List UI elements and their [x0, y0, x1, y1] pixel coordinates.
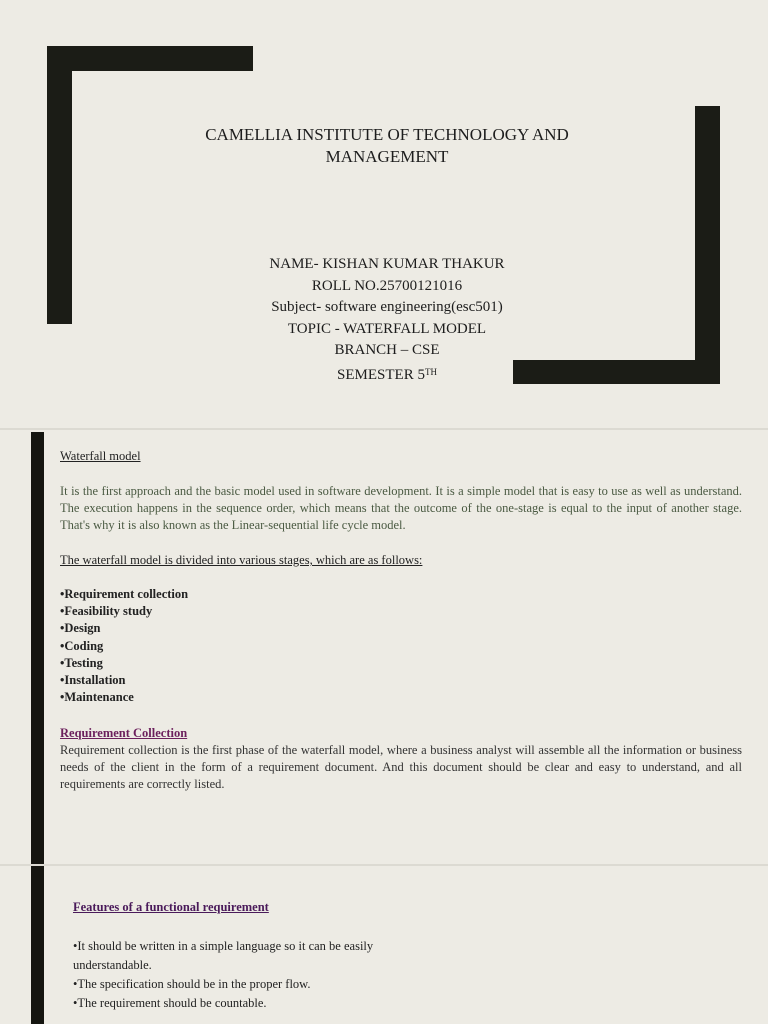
slide-separator: [0, 428, 768, 430]
requirement-collection-heading: Requirement Collection: [60, 726, 188, 740]
branch: BRANCH – CSE: [334, 342, 440, 358]
title-line-1: CAMELLIA INSTITUTE OF TECHNOLOGY AND: [205, 125, 569, 144]
frame-top-left-vertical: [47, 46, 72, 324]
requirement-collection-text: Requirement collection is the first phase of the waterfall model, where a business analyst will assemble all the information or business needs of the client in the form of a requirement document. And this document should be clear and easy to understand, and all requirements are correctly listed.: [60, 743, 742, 791]
subject: Subject- software engineering(esc501): [271, 299, 503, 315]
title-slide: [0, 0, 768, 420]
left-accent-bar: [31, 866, 44, 1024]
frame-bottom-right-vertical: [695, 106, 720, 384]
waterfall-model-slide: [0, 432, 768, 864]
institute-title: [140, 124, 634, 168]
list-item: •Coding: [60, 638, 104, 653]
features-heading: Features of a functional requirement: [73, 900, 269, 914]
features-slide: [0, 866, 768, 1024]
frame-top-left-horizontal: [47, 46, 253, 71]
list-item: •Testing: [60, 655, 103, 670]
list-item: •It should be written in a simple language so it can be easily understandable.: [73, 939, 374, 972]
intro-paragraph: It is the first approach and the basic model used in software development. It is a simple model that is easy to use as well as understand. The execution happens in the sequence order, which means that the outcome of the one-stage is equal to the input of another stage. That's why it is also known as the Linear-sequential life cycle model.: [60, 484, 742, 532]
semester-text: SEMESTER 5: [337, 366, 425, 383]
stages-intro: The waterfall model is divided into various stages, which are as follows:: [60, 553, 423, 567]
roll-number: ROLL NO.25700121016: [311, 277, 463, 294]
list-item: •Requirement collection: [60, 587, 189, 601]
section-heading: Waterfall model: [60, 449, 141, 463]
student-info: [140, 254, 634, 386]
features-block: [73, 898, 433, 1013]
stages-list: [60, 586, 742, 706]
title-line-2: MANAGEMENT: [325, 147, 449, 166]
list-item: •Installation: [60, 673, 126, 688]
left-accent-bar: [31, 432, 44, 864]
list-item: •The requirement should be countable.: [73, 996, 267, 1010]
list-item: •Maintenance: [60, 690, 134, 705]
student-name: NAME- KISHAN KUMAR THAKUR: [269, 256, 505, 272]
semester-superscript: TH: [424, 366, 437, 377]
list-item: •The specification should be in the proper flow.: [73, 977, 311, 991]
list-item: •Design: [60, 621, 101, 636]
list-item: •Feasibility study: [60, 604, 153, 619]
topic: TOPIC - WATERFALL MODEL: [287, 320, 487, 337]
semester: [140, 362, 634, 387]
